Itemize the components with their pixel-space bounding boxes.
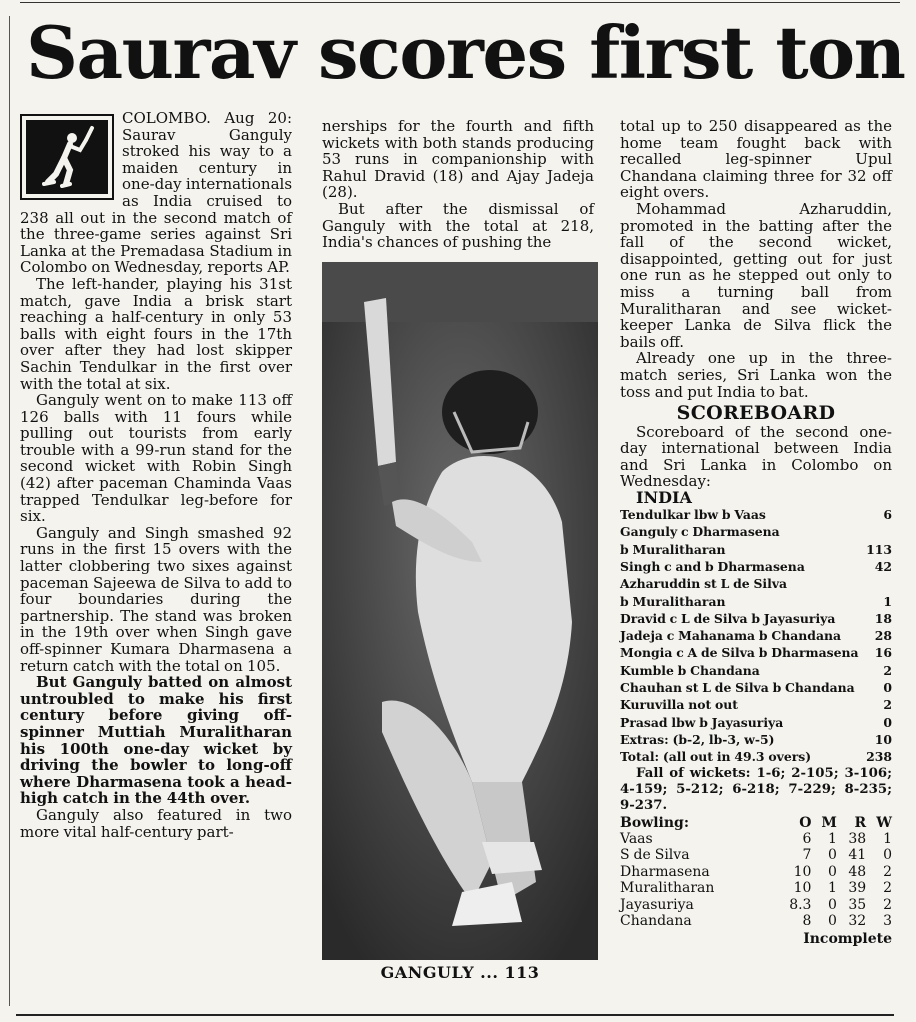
- table-row: [620, 714, 892, 731]
- runs-cell: [865, 523, 892, 540]
- table-row: [620, 913, 892, 930]
- runs-cell: 0: [883, 680, 892, 696]
- bowler-name: Jayasuriya: [620, 896, 694, 913]
- maidens-header: M: [821, 814, 837, 831]
- runs-cell: 38: [848, 830, 867, 847]
- batsman-entry: Kuruvilla not out: [620, 697, 739, 713]
- batsman-entry: Dravid c L de Silva b Jayasuriya: [620, 610, 836, 626]
- runs-cell: 1: [883, 593, 892, 609]
- incomplete-note: Incomplete: [803, 930, 892, 947]
- runs-cell: 42: [874, 558, 892, 574]
- maidens-cell: 0: [827, 847, 837, 864]
- table-row: [620, 696, 892, 713]
- runs-cell: 39: [848, 880, 867, 897]
- table-row: [620, 593, 892, 610]
- batsman-icon: [26, 120, 108, 194]
- maidens-cell: 0: [827, 896, 837, 913]
- bowling-figures: [620, 815, 892, 930]
- runs-cell: 41: [848, 847, 867, 864]
- overs-cell: 6: [802, 830, 812, 847]
- maidens-cell: 1: [827, 880, 837, 897]
- article-paragraph: Mohammad Azharuddin, promoted in the batting after the fall of the second wicket, disappointed, getting out for just one run as he stepped out only to miss a turning ball from Muralitharan and see wicket-keeper Lanka de Silva flick the bails off.: [620, 199, 892, 351]
- headline: Saurav scores first ton: [26, 10, 905, 95]
- table-row: [620, 847, 892, 864]
- article-paragraph: But after the dismissal of Ganguly with the total at 218, India's chances of pushing the: [322, 199, 594, 252]
- table-row: [620, 897, 892, 914]
- bowler-name: Muralitharan: [620, 880, 715, 897]
- batsman-entry: Prasad lbw b Jayasuriya: [620, 714, 784, 730]
- article-paragraph-bold: But Ganguly batted on almost untroubled to make his first century before giving off-spinner Muttiah Muralitharan his 100th one-day wicket by driving the bowler to long-off where Dharmasena took a head-high catch in the 44th over.: [20, 673, 292, 808]
- runs-cell: 18: [874, 610, 892, 626]
- wickets-cell: 2: [883, 863, 892, 880]
- batsman-entry: Singh c and b Dharmasena: [620, 558, 805, 574]
- article-paragraph: COLOMBO. Aug 20: Saurav Ganguly stroked his way to a maiden century in one-day internationals as India cruised to 238 all out in the second match of the three-game series against Sri Lanka at the Premadasa Stadium in Colombo on Wednesday, reports AP.: [20, 109, 293, 277]
- batsman-entry: Ganguly c Dharmasena: [620, 524, 780, 540]
- batsman-entry: Mongia c A de Silva b Dharmasena: [620, 645, 859, 661]
- runs-cell: 6: [883, 507, 892, 523]
- scoreboard-heading: SCOREBOARD: [676, 402, 836, 425]
- article-paragraph: nerships for the fourth and fifth wickets with both stands producing 53 runs in companionship with Rahul Dravid (18) and Ajay Jadeja (28).: [322, 117, 594, 202]
- wickets-cell: 1: [883, 830, 892, 847]
- batsman-entry: Jadeja c Mahanama b Chandana: [620, 628, 842, 644]
- table-row: [620, 679, 892, 696]
- table-row: [620, 558, 892, 575]
- wickets-cell: 0: [883, 847, 892, 864]
- column-rule: [9, 16, 10, 1006]
- runs-cell: 28: [874, 628, 892, 644]
- bowler-name: Dharmasena: [620, 863, 710, 880]
- runs-cell: 35: [848, 896, 867, 913]
- ganguly-photo: [322, 262, 598, 960]
- runs-cell: 16: [874, 645, 892, 661]
- runs-cell: 113: [866, 541, 892, 557]
- wickets-cell: 2: [883, 896, 892, 913]
- wickets-header: W: [876, 814, 892, 831]
- bowler-name: Vaas: [620, 830, 653, 847]
- batting-scorecard: [620, 506, 892, 765]
- batsman-entry: Azharuddin st L de Silva: [620, 576, 788, 592]
- photo-caption: GANGULY ... 113: [380, 963, 540, 982]
- table-row: [620, 644, 892, 661]
- runs-cell: 2: [883, 662, 892, 678]
- fall-of-wickets: Fall of wickets: 1-6; 2-105; 3-106; 4-159; 5-212; 6-218; 7-229; 8-235; 9-237.: [620, 765, 892, 814]
- overs-cell: 8.3: [789, 896, 812, 913]
- overs-cell: 8: [802, 913, 812, 930]
- extras-entry: Extras: (b-2, lb-3, w-5): [620, 731, 775, 747]
- overs-cell: 10: [793, 863, 812, 880]
- article-paragraph: Already one up in the three-match series, Sri Lanka won the toss and put India to bat.: [620, 349, 892, 401]
- table-row: [620, 523, 892, 540]
- article-column-2: [322, 118, 594, 251]
- overs-header: O: [799, 814, 812, 831]
- article-column-3: [620, 118, 892, 948]
- table-row: [620, 831, 892, 848]
- table-row: [620, 575, 892, 592]
- batsman-entry: Kumble b Chandana: [620, 662, 760, 678]
- article-paragraph: Ganguly also featured in two more vital half-century part-: [20, 805, 292, 841]
- batsman-entry: b Muralitharan: [620, 593, 726, 609]
- runs-cell: 238: [866, 749, 892, 765]
- runs-cell: 10: [874, 731, 892, 747]
- table-row: [620, 864, 892, 881]
- runs-cell: 0: [883, 714, 892, 730]
- table-row: [620, 731, 892, 748]
- maidens-cell: 0: [827, 863, 837, 880]
- wickets-cell: 3: [883, 913, 892, 930]
- runs-cell: 48: [848, 863, 867, 880]
- table-row: [620, 610, 892, 627]
- article-paragraph: The left-hander, playing his 31st match, gave India a brisk start reaching a half-century in only 53 balls with eight fours in the 17th over after they had lost skipper Sachin Tendulkar in the first over with the total at six.: [20, 274, 292, 393]
- runs-cell: [865, 575, 892, 592]
- batsman-entry: b Muralitharan: [620, 541, 726, 557]
- article-paragraph: Ganguly went on to make 113 off 126 balls with 11 fours while pulling out tourists from early trouble with a 99-run stand for the second wicket with Robin Singh (42) after paceman Chaminda Vaas trapped Tendulkar leg-before for six.: [20, 391, 292, 526]
- runs-cell: 2: [883, 697, 892, 713]
- table-row: [620, 748, 892, 765]
- team-name: INDIA: [636, 488, 692, 508]
- cricket-logo: [20, 114, 114, 200]
- table-header-row: [620, 815, 892, 831]
- bottom-rule: [16, 1014, 894, 1016]
- table-row: [620, 541, 892, 558]
- top-rule: [20, 2, 900, 3]
- runs-cell: 32: [848, 913, 867, 930]
- overs-cell: 7: [802, 847, 812, 864]
- runs-header: R: [854, 814, 867, 831]
- batsman-entry: Tendulkar lbw b Vaas: [620, 507, 766, 523]
- overs-cell: 10: [793, 880, 812, 897]
- batsman-entry: Chauhan st L de Silva b Chandana: [620, 680, 855, 696]
- bowling-header: Bowling:: [620, 814, 689, 831]
- maidens-cell: 1: [827, 830, 837, 847]
- scoreboard-intro: Scoreboard of the second one-day international between India and Sri Lanka in Colombo on Wednesday:: [620, 422, 892, 491]
- article-column-1: [20, 110, 292, 840]
- article-paragraph: total up to 250 disappeared as the home team fought back with recalled leg-spinner Upul Chandana claiming three for 32 off eight overs.: [620, 117, 892, 202]
- table-row: [620, 506, 892, 523]
- article-paragraph: Ganguly and Singh smashed 92 runs in the first 15 overs with the latter clobbering two sixes against paceman Sajeewa de Silva to add to four boundaries during the partnership. The stand was broken in the 19th over when Singh gave off-spinner Kumara Dharmasena a return catch with the total on 105.: [20, 523, 292, 675]
- bowler-name: S de Silva: [620, 847, 690, 864]
- wickets-cell: 2: [883, 880, 892, 897]
- total-entry: Total: (all out in 49.3 overs): [620, 749, 812, 765]
- bowler-name: Chandana: [620, 913, 692, 930]
- table-row: [620, 880, 892, 897]
- table-row: [620, 627, 892, 644]
- maidens-cell: 0: [827, 913, 837, 930]
- table-row: [620, 662, 892, 679]
